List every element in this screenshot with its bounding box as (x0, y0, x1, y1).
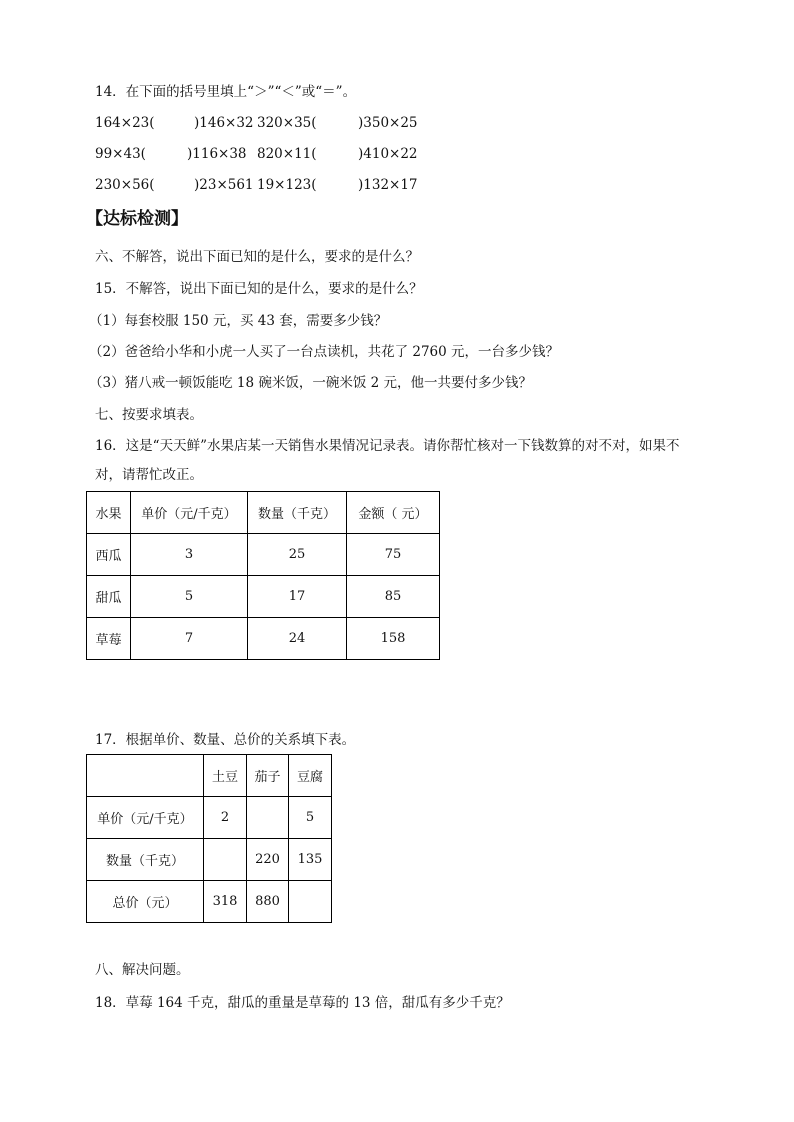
table-cell: 西瓜 (87, 534, 131, 576)
q15-item-1: （1）每套校服 150 元，买 43 套，需要多少钱？ (89, 313, 388, 329)
table-row (87, 576, 440, 618)
table-header-cell (87, 755, 204, 797)
table-row (87, 618, 440, 660)
table-cell (289, 881, 332, 923)
table-cell: 24 (248, 618, 347, 660)
table-header-cell: 单价（元/千克） (131, 492, 248, 534)
fruit-sales-table (86, 491, 440, 660)
q17-title: 17．根据单价、数量、总价的关系填下表。 (95, 732, 356, 748)
q18-text: 18．草莓 164 千克，甜瓜的重量是草莓的 13 倍，甜瓜有多少千克？ (95, 995, 510, 1011)
comparison-right-expr: )23×561 (194, 177, 254, 193)
comparison-left-expr: 164×23( (95, 115, 155, 131)
price-quantity-table (86, 754, 332, 923)
table-row (87, 534, 440, 576)
comparison-right-expr: )410×22 (358, 146, 418, 162)
comparison-right-expr: )116×38 (187, 146, 247, 162)
table-cell: 75 (347, 534, 440, 576)
q16-text-line1: 16．这是“天天鲜”水果店某一天销售水果情况记录表。请你帮忙核对一下钱数算的对不对，如果不 (95, 438, 680, 454)
table-cell: 220 (247, 839, 289, 881)
table-header-row (87, 492, 440, 534)
q15-title: 15．不解答，说出下面已知的是什么，要求的是什么？ (95, 281, 423, 297)
comparison-right-expr: )350×25 (358, 115, 418, 131)
table-cell (247, 797, 289, 839)
table-cell (204, 839, 247, 881)
table-header-cell: 土豆 (204, 755, 247, 797)
table-cell: 2 (204, 797, 247, 839)
table-cell: 5 (289, 797, 332, 839)
table-cell: 25 (248, 534, 347, 576)
table-header-cell: 数量（千克） (248, 492, 347, 534)
table-cell: 7 (131, 618, 248, 660)
table-cell: 单价（元/千克） (87, 797, 204, 839)
section-heading: 【达标检测】 (86, 209, 188, 229)
q15-item-2: （2）爸爸给小华和小虎一人买了一台点读机，共花了 2760 元，一台多少钱？ (89, 344, 560, 360)
table-row (87, 797, 332, 839)
comparison-right-expr: )132×17 (358, 177, 418, 193)
q14-title: 14．在下面的括号里填上“＞”“＜”或“＝”。 (95, 84, 357, 100)
table-cell: 甜瓜 (87, 576, 131, 618)
section8-title: 八、解决问题。 (95, 962, 190, 978)
section6-title: 六、不解答，说出下面已知的是什么，要求的是什么？ (95, 249, 419, 265)
table-cell: 158 (347, 618, 440, 660)
table-row (87, 839, 332, 881)
comparison-left-expr: 19×123( (257, 177, 317, 193)
table-cell: 880 (247, 881, 289, 923)
table-cell: 3 (131, 534, 248, 576)
table-header-cell: 茄子 (247, 755, 289, 797)
table-cell: 17 (248, 576, 347, 618)
table-cell: 135 (289, 839, 332, 881)
comparison-left-expr: 320×35( (257, 115, 317, 131)
q15-item-3: （3）猪八戒一顿饭能吃 18 碗米饭，一碗米饭 2 元，他一共要付多少钱？ (89, 375, 533, 391)
table-row (87, 881, 332, 923)
table-header-cell: 水果 (87, 492, 131, 534)
section7-title: 七、按要求填表。 (95, 407, 203, 423)
table-header-row (87, 755, 332, 797)
table-cell: 318 (204, 881, 247, 923)
table-cell: 5 (131, 576, 248, 618)
comparison-left-expr: 230×56( (95, 177, 155, 193)
table-cell: 数量（千克） (87, 839, 204, 881)
table-cell: 85 (347, 576, 440, 618)
table-cell: 总价（元） (87, 881, 204, 923)
table-cell: 草莓 (87, 618, 131, 660)
table-header-cell: 豆腐 (289, 755, 332, 797)
q16-text-line2: 对，请帮忙改正。 (95, 467, 203, 483)
comparison-right-expr: )146×32 (194, 115, 254, 131)
comparison-left-expr: 99×43( (95, 146, 146, 162)
comparison-left-expr: 820×11( (257, 146, 317, 162)
table-header-cell: 金额（ 元） (347, 492, 440, 534)
